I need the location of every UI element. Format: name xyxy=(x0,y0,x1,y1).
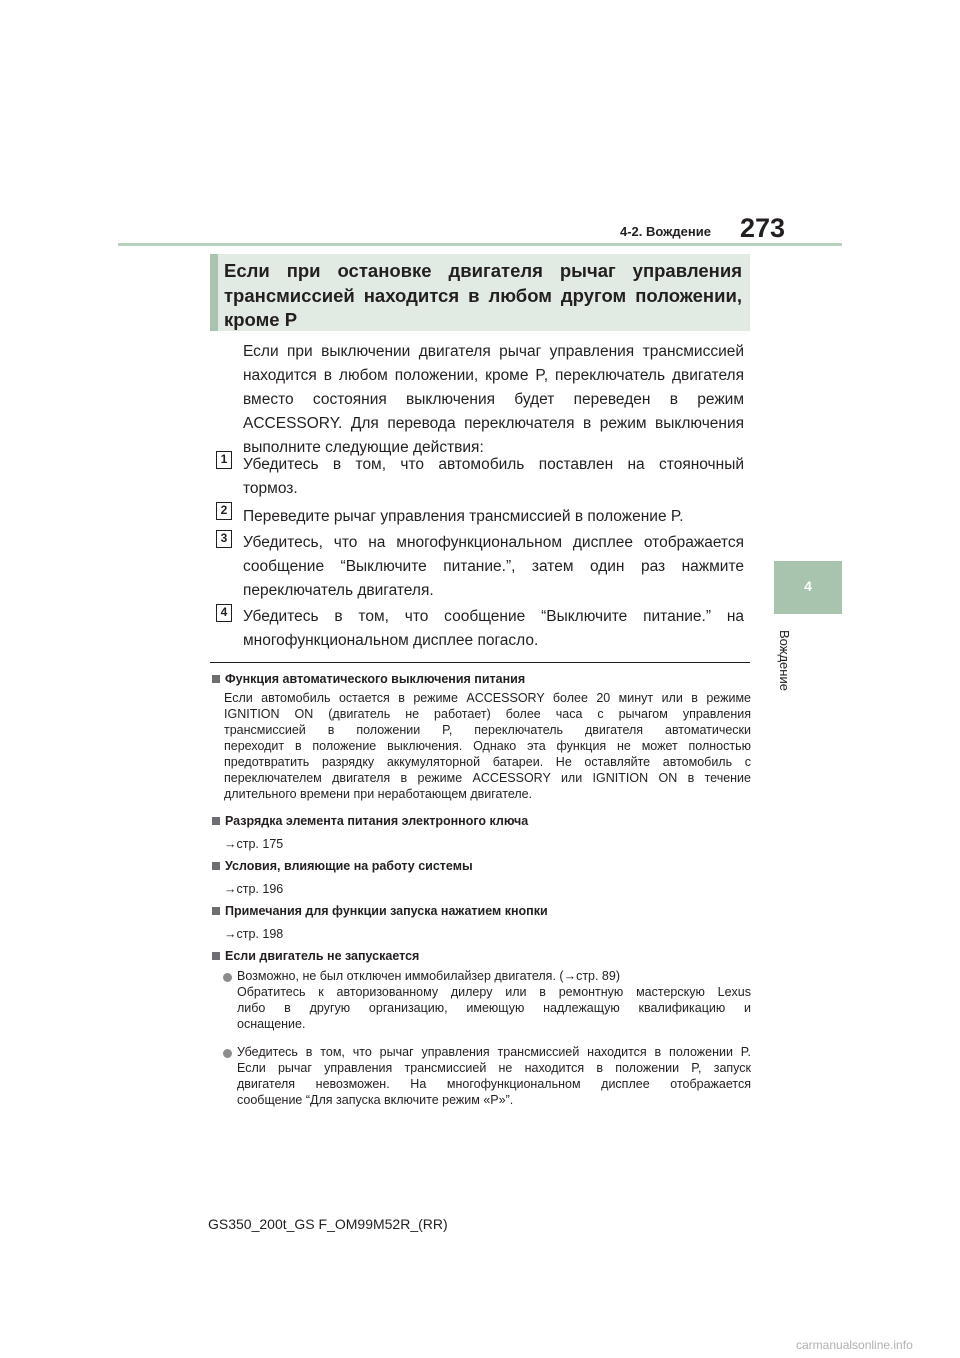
auto-off-line-4: переходит в положение выключения. Однако эта функция не может полностью xyxy=(224,739,751,753)
watermark: carmanualsonline.info xyxy=(796,1338,913,1352)
step-3-line-1: Убедитесь, что на многофункциональном дисплее отображается xyxy=(243,534,744,551)
square-bullet-icon xyxy=(212,862,220,870)
auto-off-line-3: трансмиссией в положении P, переключатель двигателя автоматически xyxy=(224,723,751,737)
intro-line-2: находится в любом положении, кроме P, переключатель двигателя xyxy=(243,367,744,384)
arrow-icon: → xyxy=(224,837,237,851)
step-number-1: 1 xyxy=(216,451,232,469)
section-heading-accent xyxy=(210,254,218,331)
arrow-icon: → xyxy=(224,882,237,896)
note-heading-text: Примечания для функции запуска нажатием кнопки xyxy=(225,904,548,918)
no-start-b2-line-4: сообщение “Для запуска включите режим «P»”. xyxy=(237,1093,514,1107)
heading-line-2: трансмиссией находится в любом другом положении, xyxy=(224,285,742,306)
no-start-b2-line-2: Если рычаг управления трансмиссией не находится в положении P, запуск xyxy=(237,1061,751,1075)
intro-line-5: выполните следующие действия: xyxy=(243,439,484,456)
page-number: 273 xyxy=(740,213,786,243)
auto-off-line-1: Если автомобиль остается в режиме ACCESSORY более 20 минут или в режиме xyxy=(224,691,751,705)
notes-divider xyxy=(210,662,750,663)
heading-line-3: кроме P xyxy=(224,309,298,330)
arrow-icon: → xyxy=(224,927,237,941)
page-ref-text: стр. 198 xyxy=(236,927,284,941)
step-1-line-2: тормоз. xyxy=(243,480,298,497)
no-start-b1-line-2: Обратитесь к авторизованному дилеру или в ремонтную мастерскую Lexus xyxy=(237,985,751,999)
note-heading-text: Разрядка элемента питания электронного ключа xyxy=(225,814,529,828)
chapter-label-text: Вождение xyxy=(777,630,792,691)
note-heading-push-start xyxy=(212,904,548,918)
step-number-3: 3 xyxy=(216,530,232,548)
no-start-b1-line-3: либо в другую организацию, имеющую надлежащую квалификацию и xyxy=(237,1001,751,1015)
page-ref-text[interactable]: стр. 89 xyxy=(576,969,616,983)
step-4-line-2: многофункциональном дисплее погасло. xyxy=(243,632,539,649)
note-heading-auto-off xyxy=(212,672,525,686)
chapter-side-label xyxy=(777,630,802,700)
round-bullet-icon xyxy=(223,1049,232,1058)
square-bullet-icon xyxy=(212,817,220,825)
intro-line-3: вместо состояния выключения будет переведен в режим xyxy=(243,391,744,408)
square-bullet-icon xyxy=(212,907,220,915)
arrow-icon: → xyxy=(563,969,577,983)
key-battery-ref[interactable] xyxy=(224,837,283,851)
section-title: 4-2. Вождение xyxy=(620,224,711,239)
round-bullet-icon xyxy=(223,973,232,982)
step-3-line-3: переключатель двигателя. xyxy=(243,582,434,599)
note-heading-key-battery xyxy=(212,814,528,828)
no-start-b2-line-1: Убедитесь в том, что рычаг управления трансмиссией находится в положении P. xyxy=(237,1045,751,1059)
b1-first-text: Возможно, не был отключен иммобилайзер двигателя. ( xyxy=(237,969,564,983)
no-start-b1-line-4: оснащение. xyxy=(237,1017,306,1031)
note-heading-conditions xyxy=(212,859,473,873)
auto-off-line-2: IGNITION ON (двигатель не работает) более часа с рычагом управления xyxy=(224,707,751,721)
no-start-b2-line-3: двигателя невозможен. На многофункциональном дисплее отображается xyxy=(237,1077,751,1091)
auto-off-line-6: переключателем двигателя в режиме ACCESSORY или IGNITION ON в течение xyxy=(224,771,751,785)
step-3-line-2: сообщение “Выключите питание.”, затем один раз нажмите xyxy=(243,558,744,575)
note-heading-text: Условия, влияющие на работу системы xyxy=(225,859,473,873)
push-start-ref[interactable] xyxy=(224,927,283,941)
chapter-number: 4 xyxy=(804,578,812,594)
conditions-ref[interactable] xyxy=(224,882,283,896)
step-number-4: 4 xyxy=(216,604,232,622)
document-code: GS350_200t_GS F_OM99M52R_(RR) xyxy=(208,1216,448,1232)
step-number-2: 2 xyxy=(216,502,232,520)
square-bullet-icon xyxy=(212,952,220,960)
page-ref-text: стр. 175 xyxy=(236,837,284,851)
note-heading-no-start xyxy=(212,949,419,963)
page-ref-text: стр. 196 xyxy=(236,882,284,896)
step-1-line-1: Убедитесь в том, что автомобиль поставлен на стояночный xyxy=(243,456,744,473)
auto-off-line-7: длительного времени при неработающем двигателе. xyxy=(224,787,533,801)
step-4-line-1: Убедитесь в том, что сообщение “Выключите питание.” на xyxy=(243,608,744,625)
step-2-line-1: Переведите рычаг управления трансмиссией в положение P. xyxy=(243,508,684,525)
no-start-b1-line-1 xyxy=(237,968,764,984)
intro-line-4: ACCESSORY. Для перевода переключателя в режим выключения xyxy=(243,415,744,432)
square-bullet-icon xyxy=(212,675,220,683)
intro-line-1: Если при выключении двигателя рычаг управления трансмиссией xyxy=(243,343,744,360)
note-heading-text: Функция автоматического выключения питания xyxy=(225,672,526,686)
auto-off-line-5: предотвратить разрядку аккумуляторной батареи. Не оставляйте автомобиль с xyxy=(224,755,751,769)
heading-line-1: Если при остановке двигателя рычаг управления xyxy=(224,260,742,281)
chapter-tab xyxy=(774,561,842,614)
note-heading-text: Если двигатель не запускается xyxy=(225,949,420,963)
b1-close-text: ) xyxy=(615,969,621,983)
header-divider xyxy=(118,243,842,246)
